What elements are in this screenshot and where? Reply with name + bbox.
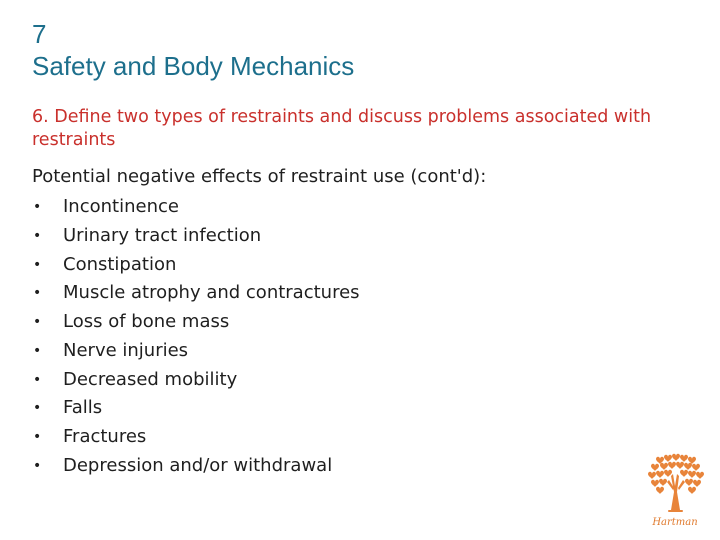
list-item-text: Constipation (63, 253, 177, 275)
bullet-glyph: • (33, 314, 42, 330)
bullet-glyph: • (33, 256, 42, 273)
bullet-glyph: • (33, 371, 42, 388)
chapter-number: 7 (32, 19, 47, 49)
bullet-glyph: • (33, 285, 42, 302)
slide-header (32, 18, 354, 82)
list-item-text: Nerve injuries (63, 339, 189, 361)
list-item (32, 366, 360, 395)
bullet-glyph: • (33, 429, 42, 445)
list-item-text: Depression and/or withdrawal (63, 454, 333, 476)
bullet-glyph: • (33, 199, 42, 215)
list-item-text: Fractures (63, 426, 147, 447)
list-item-text: Incontinence (63, 196, 179, 217)
list-item (32, 337, 360, 366)
list-item (32, 452, 360, 481)
list-item-text: Urinary tract infection (63, 224, 262, 246)
list-item-text: Loss of bone mass (63, 311, 230, 332)
list-item (32, 222, 360, 251)
chapter-title: Safety and Body Mechanics (32, 51, 355, 81)
list-item-text: Decreased mobility (63, 368, 238, 390)
bullet-glyph: • (33, 457, 42, 474)
list-item (32, 193, 360, 222)
list-item (32, 423, 360, 452)
intro-text: Potential negative effects of restraint use (cont'd): (32, 166, 487, 187)
effects-list (32, 193, 360, 481)
publisher-logo-text: Hartman (652, 517, 698, 528)
list-item-text: Falls (63, 397, 103, 419)
list-item-text: Muscle atrophy and contractures (63, 282, 360, 304)
list-item (32, 394, 360, 423)
learning-objective: 6. Define two types of restraints and discuss problems associated with restraints (32, 107, 652, 150)
bullet-glyph: • (33, 342, 42, 359)
list-item (32, 251, 360, 280)
bullet-glyph: • (33, 400, 42, 417)
bullet-glyph: • (33, 227, 42, 244)
list-item (32, 308, 360, 337)
list-item (32, 279, 360, 308)
